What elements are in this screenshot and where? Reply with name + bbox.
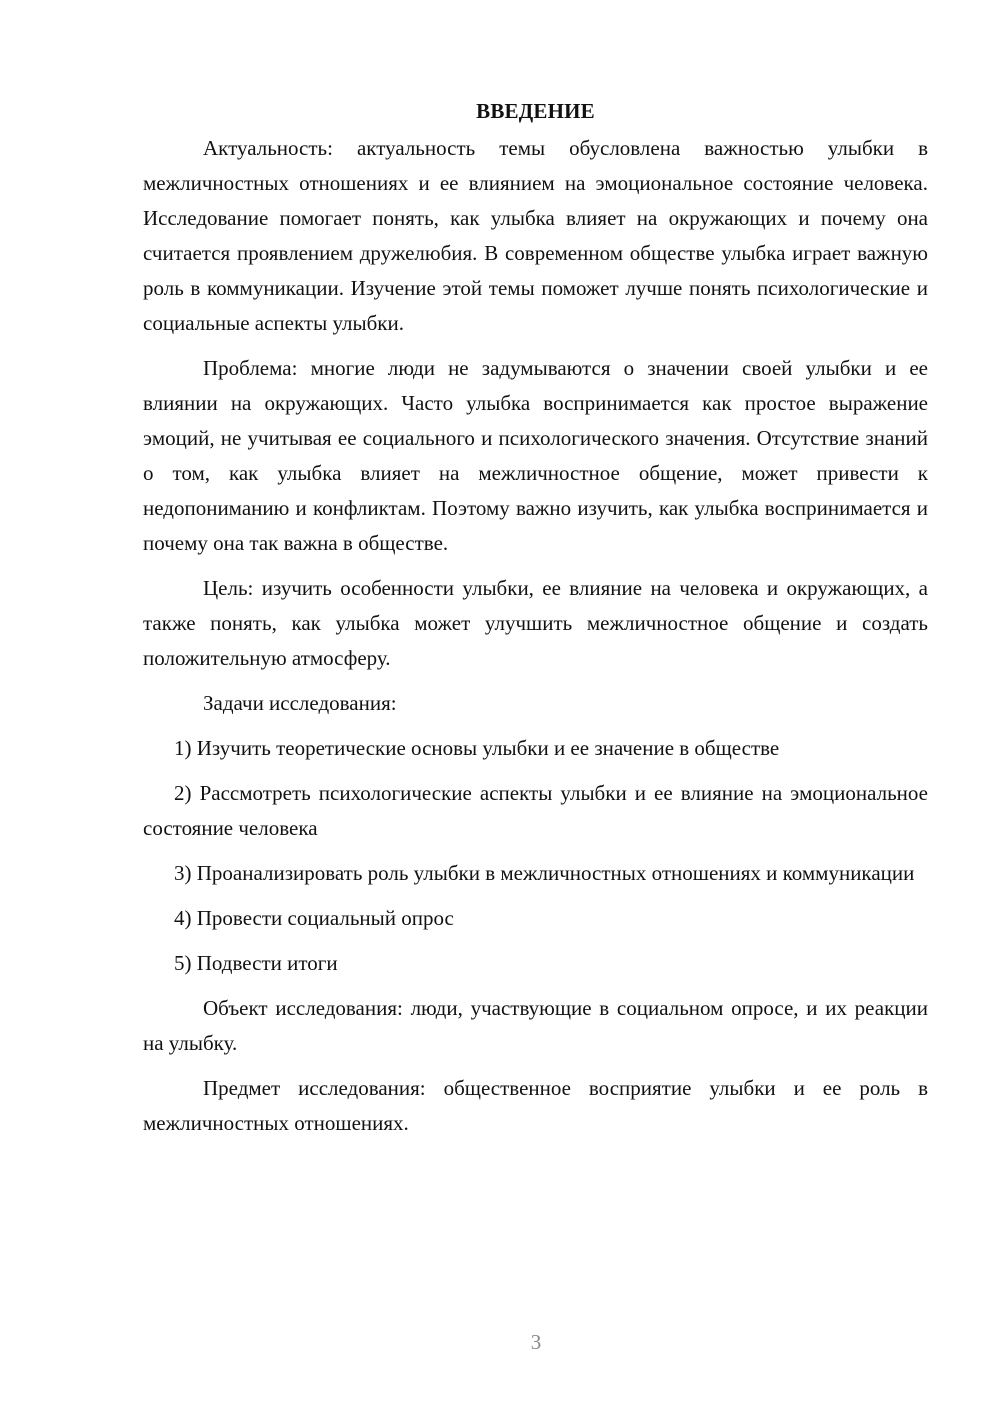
- tasks-title: Задачи исследования:: [203, 691, 397, 715]
- object-paragraph: Объект исследования: люди, участвующие в социальном опросе, и их реакции на улыбку.: [143, 996, 928, 1055]
- problem-paragraph: Проблема: многие люди не задумываются о значении своей улыбки и ее влиянии на окружающих. Часто улыбка воспринимается как простое выражение эмоций, не учитывая ее социального и психологического значения. Отсутствие знаний о том, как улыбка влияет на межличностное общение, может привести к недопониманию и конфликтам. Поэтому важно изучить, как улыбка воспринимается и почему она так важна в обществе.: [143, 356, 928, 555]
- document-page: [143, 94, 928, 1151]
- task-item: 5) Подвести итоги: [174, 951, 338, 975]
- tasks-list: [143, 731, 928, 981]
- task-item: 1) Изучить теоретические основы улыбки и ее значение в обществе: [174, 736, 780, 760]
- relevance-paragraph: Актуальность: актуальность темы обусловлена важностью улыбки в межличностных отношениях и ее влиянием на эмоциональное состояние человека. Исследование помогает понять, как улыбка влияет на окружающих и почему она считается проявлением дружелюбия. В современном обществе улыбка играет важную роль в коммуникации. Изучение этой темы поможет лучше понять психологические и социальные аспекты улыбки.: [143, 136, 928, 335]
- subject-paragraph: Предмет исследования: общественное восприятие улыбки и ее роль в межличностных отношениях.: [143, 1076, 928, 1135]
- task-item: 3) Проанализировать роль улыбки в межличностных отношениях и коммуникации: [174, 861, 915, 885]
- page-title: ВВЕДЕНИЕ: [476, 99, 595, 123]
- task-item: 4) Провести социальный опрос: [174, 906, 454, 930]
- page-number: 3: [530, 1330, 542, 1354]
- goal-paragraph: Цель: изучить особенности улыбки, ее влияние на человека и окружающих, а также понять, как улыбка может улучшить межличностное общение и создать положительную атмосферу.: [143, 576, 928, 670]
- task-item: 2) Рассмотреть психологические аспекты улыбки и ее влияние на эмоциональное состояние человека: [143, 781, 928, 840]
